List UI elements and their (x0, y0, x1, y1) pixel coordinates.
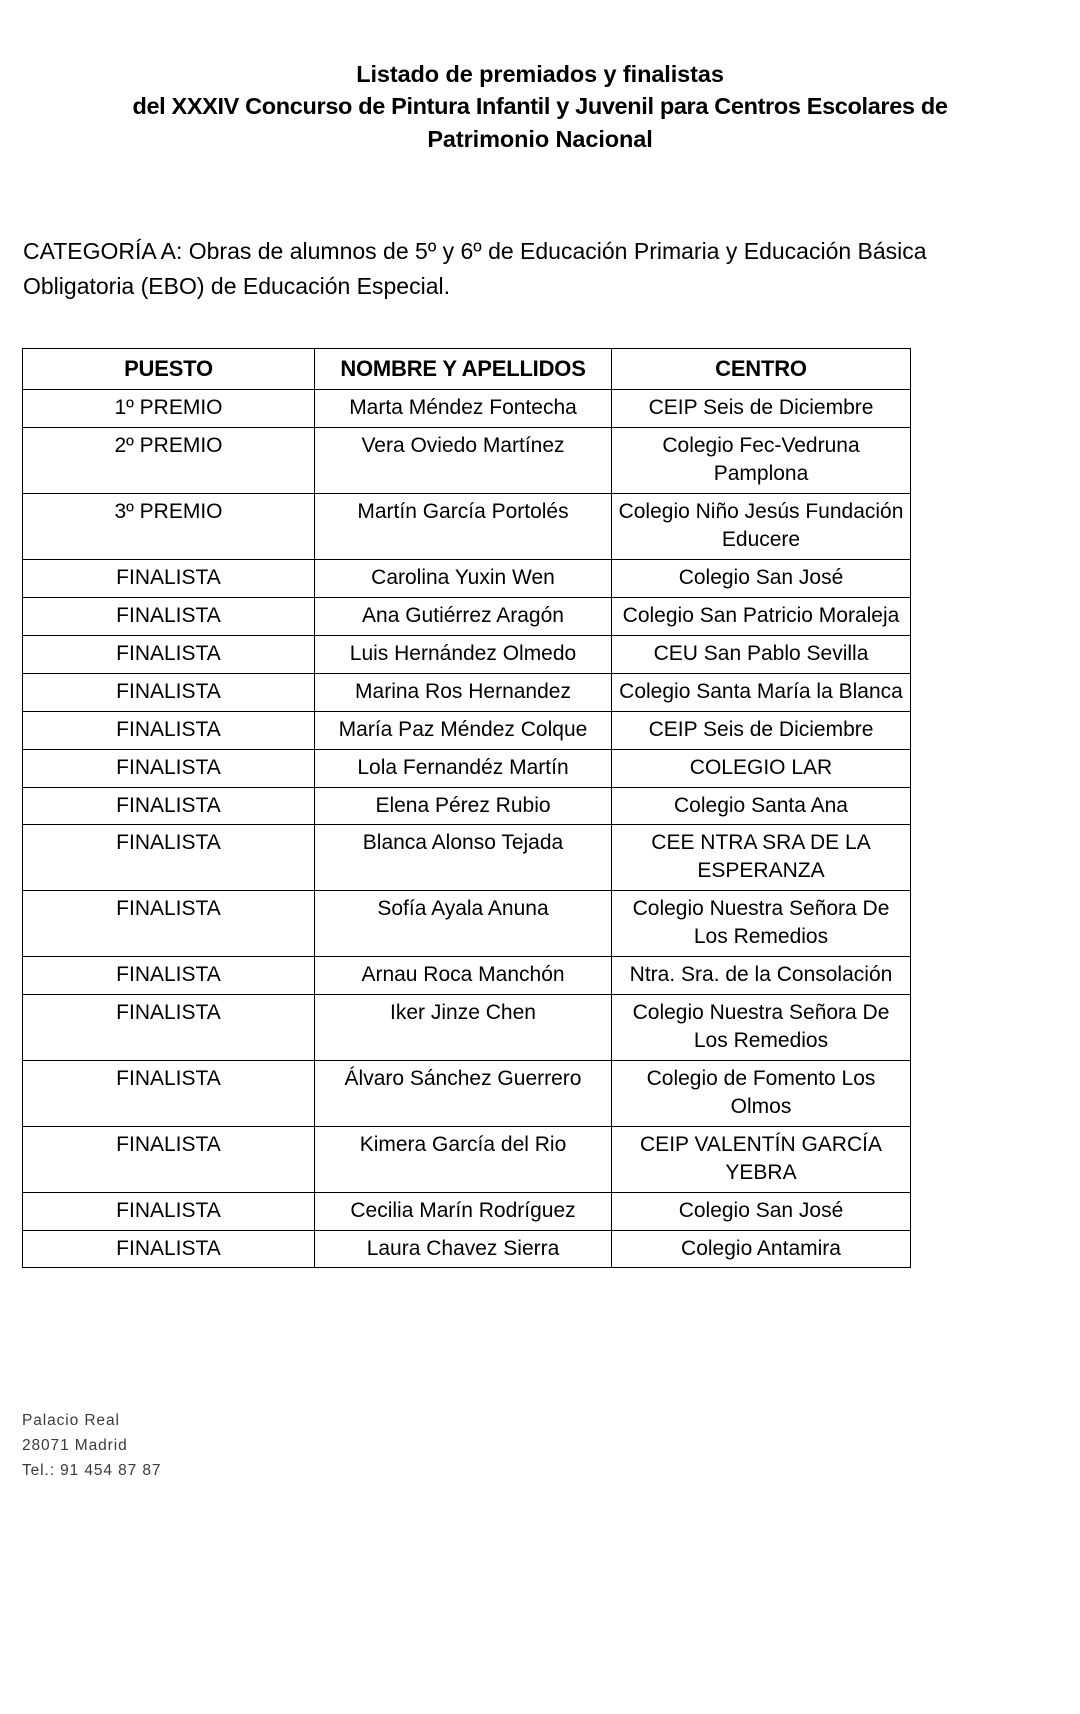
cell-nombre: Elena Pérez Rubio (315, 787, 612, 825)
table-row (23, 390, 911, 428)
column-header-puesto: PUESTO (23, 349, 315, 390)
cell-nombre: Blanca Alonso Tejada (315, 825, 612, 891)
table-row (23, 711, 911, 749)
cell-centro: CEE NTRA SRA DE LA ESPERANZA (612, 825, 911, 891)
results-table (22, 348, 911, 1268)
page-title-line-3: Patrimonio Nacional (427, 125, 653, 152)
cell-nombre: Laura Chavez Sierra (315, 1230, 612, 1268)
table-row (23, 597, 911, 635)
cell-puesto: FINALISTA (23, 825, 315, 891)
cell-centro: CEIP Seis de Diciembre (612, 390, 911, 428)
cell-nombre: Arnau Roca Manchón (315, 957, 612, 995)
table-row (23, 673, 911, 711)
table-row (23, 891, 911, 957)
cell-puesto: FINALISTA (23, 787, 315, 825)
cell-nombre: Kimera García del Rio (315, 1126, 612, 1192)
cell-centro: Colegio Nuestra Señora De Los Remedios (612, 995, 911, 1061)
footer-line-1: Palacio Real (22, 1412, 120, 1429)
cell-puesto: FINALISTA (23, 597, 315, 635)
footer-line-2: 28071 Madrid (22, 1437, 128, 1455)
cell-puesto: FINALISTA (23, 635, 315, 673)
cell-puesto: FINALISTA (23, 673, 315, 711)
footer-line-3: Tel.: 91 454 87 87 (22, 1462, 162, 1480)
cell-centro: COLEGIO LAR (612, 749, 911, 787)
cell-puesto: FINALISTA (23, 560, 315, 598)
cell-centro: Colegio San José (612, 560, 911, 598)
table-row (23, 749, 911, 787)
cell-puesto: FINALISTA (23, 1230, 315, 1268)
category-description: CATEGORÍA A: Obras de alumnos de 5º y 6º de Educación Primaria y Educación Básica Obligatoria (EBO) de Educación Especial. (23, 238, 927, 300)
cell-nombre: Cecilia Marín Rodríguez (315, 1192, 612, 1230)
cell-nombre: Martín García Portolés (315, 494, 612, 560)
cell-puesto: FINALISTA (23, 749, 315, 787)
cell-nombre: Sofía Ayala Anuna (315, 891, 612, 957)
table-row (23, 957, 911, 995)
results-table-wrap (0, 304, 1080, 1268)
cell-puesto: FINALISTA (23, 1126, 315, 1192)
footer-address (22, 1408, 161, 1483)
cell-nombre: Marina Ros Hernandez (315, 673, 612, 711)
page-title-line-2: del XXXIV Concurso de Pintura Infantil y Juvenil para Centros Escolares de (132, 93, 948, 120)
cell-centro: Colegio Fec-Vedruna Pamplona (612, 428, 911, 494)
table-body (23, 390, 911, 1268)
cell-centro: Colegio San José (612, 1192, 911, 1230)
table-row (23, 787, 911, 825)
cell-nombre: María Paz Méndez Colque (315, 711, 612, 749)
cell-nombre: Iker Jinze Chen (315, 995, 612, 1061)
page-title (0, 0, 1080, 155)
cell-centro: Colegio de Fomento Los Olmos (612, 1060, 911, 1126)
cell-puesto: FINALISTA (23, 711, 315, 749)
cell-nombre: Carolina Yuxin Wen (315, 560, 612, 598)
column-header-nombre: NOMBRE Y APELLIDOS (315, 349, 612, 390)
cell-puesto: FINALISTA (23, 891, 315, 957)
cell-nombre: Vera Oviedo Martínez (315, 428, 612, 494)
cell-nombre: Marta Méndez Fontecha (315, 390, 612, 428)
cell-puesto: FINALISTA (23, 957, 315, 995)
cell-centro: Colegio Santa Ana (612, 787, 911, 825)
table-row (23, 428, 911, 494)
cell-puesto: FINALISTA (23, 1192, 315, 1230)
table-row (23, 1230, 911, 1268)
table-row (23, 494, 911, 560)
cell-centro: Colegio San Patricio Moraleja (612, 597, 911, 635)
table-row (23, 825, 911, 891)
cell-nombre: Ana Gutiérrez Aragón (315, 597, 612, 635)
table-header (23, 349, 911, 390)
table-row (23, 635, 911, 673)
table-row (23, 1126, 911, 1192)
cell-centro: CEU San Pablo Sevilla (612, 635, 911, 673)
column-header-centro: CENTRO (612, 349, 911, 390)
cell-nombre: Lola Fernandéz Martín (315, 749, 612, 787)
cell-puesto: 3º PREMIO (23, 494, 315, 560)
table-row (23, 995, 911, 1061)
cell-centro: Colegio Nuestra Señora De Los Remedios (612, 891, 911, 957)
page-title-line-1: Listado de premiados y finalistas (356, 61, 724, 87)
cell-centro: Colegio Antamira (612, 1230, 911, 1268)
table-row (23, 1060, 911, 1126)
cell-nombre: Luis Hernández Olmedo (315, 635, 612, 673)
table-header-row (23, 349, 911, 390)
table-row (23, 560, 911, 598)
cell-puesto: FINALISTA (23, 995, 315, 1061)
cell-centro: CEIP Seis de Diciembre (612, 711, 911, 749)
table-row (23, 1192, 911, 1230)
cell-centro: Colegio Santa María la Blanca (612, 673, 911, 711)
cell-puesto: 1º PREMIO (23, 390, 315, 428)
cell-puesto: FINALISTA (23, 1060, 315, 1126)
cell-centro: Ntra. Sra. de la Consolación (612, 957, 911, 995)
cell-nombre: Álvaro Sánchez Guerrero (315, 1060, 612, 1126)
cell-centro: Colegio Niño Jesús Fundación Educere (612, 494, 911, 560)
cell-puesto: 2º PREMIO (23, 428, 315, 494)
cell-centro: CEIP VALENTÍN GARCÍA YEBRA (612, 1126, 911, 1192)
